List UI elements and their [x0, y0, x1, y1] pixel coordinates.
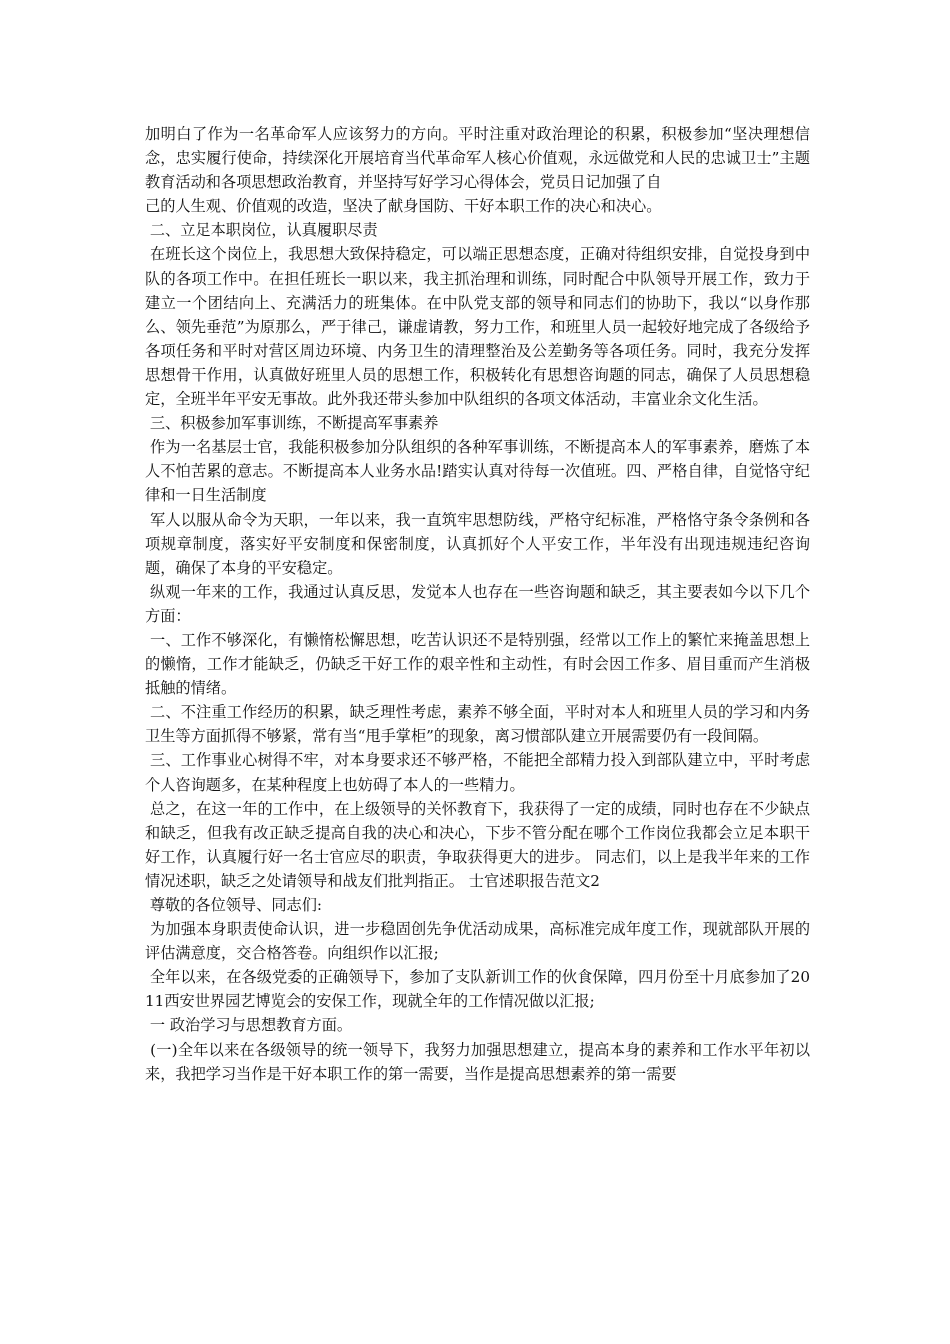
paragraph: 在班长这个岗位上，我思想大致保持稳定，可以端正思想态度，正确对待组织安排，自觉投身到中队的各项工作中。在担任班长一职以来，我主抓治理和训练，同时配合中队领导开展工作，致力于建立一个团结向上、充满活力的班集体。在中队党支部的领导和同志们的协助下，我以“以身作那么、领先垂范”为原那么，严于律己，谦虚请教，努力工作，和班里人员一起较好地完成了各级给予各项任务和平时对营区周边环境、内务卫生的清理整治及公差勤务等各项任务。同时，我充分发挥思想骨干作用，认真做好班里人员的思想工作，积极转化有思想咨询题的同志，确保了人员思想稳定，全班半年平安无事故。此外我还带头参加中队组织的各项文体活动，丰富业余文化生活。 [145, 245, 811, 409]
section-heading: 三、积极参加军事训练，不断提高军事素养 [145, 414, 439, 433]
paragraph: 三、工作事业心树得不牢，对本身要求还不够严格，不能把全部精力投入到部队建立中，平时考虑个人咨询题多，在某种程度上也妨碍了本人的一些精力。 [145, 751, 811, 794]
paragraph: 军人以服从命令为天职，一年以来，我一直筑牢思想防线，严格守纪标准，严格恪守条令条例和各项规章制度，落实好平安制度和保密制度，认真抓好个人平安工作，半年没有出现违规违纪咨询题，确保了本身的平安稳定。 [145, 510, 811, 577]
paragraph: (一)全年以来在各级领导的统一领导下，我努力加强思想建立，提高本身的素养和工作水平年初以来，我把学习当作是干好本职工作的第一需要，当作是提高思想素养的第一需要 [145, 1040, 811, 1083]
salutation: 尊敬的各位领导、同志们: [145, 896, 323, 914]
paragraph: 二、不注重工作经历的积累，缺乏理性考虑，素养不够全面，平时对本人和班里人员的学习和内务卫生等方面抓得不够紧，常有当“甩手掌柜”的现象，离习惯部队建立开展需要仍有一段间隔。 [145, 703, 811, 746]
section-heading: 一 政治学习与思想教育方面。 [145, 1016, 353, 1035]
paragraph: 纵观一年来的工作，我通过认真反思，发觉本人也存在一些咨询题和缺乏，其主要表如今以下几个方面： [145, 582, 811, 625]
paragraph: 己的人生观、价值观的改造，坚决了献身国防、干好本职工作的决心和决心。 [145, 197, 662, 216]
document-body [145, 122, 810, 1086]
paragraph: 为加强本身职责使命认识，进一步稳固创先争优活动成果，高标准完成年度工作，现就部队开展的评估满意度，交合格答卷。向组织作以汇报; [145, 920, 811, 963]
paragraph: 作为一名基层士官，我能积极参加分队组织的各种军事训练，不断提高本人的军事素养，磨炼了本人不怕苦累的意志。不断提高本人业务水品!踏实认真对待每一次值班。四、严格自律，自觉恪守纪律和一日生活制度 [145, 438, 811, 505]
paragraph: 全年以来，在各级党委的正确领导下，参加了支队新训工作的伙食保障，四月份至十月底参加了2011西安世界园艺博览会的安保工作，现就全年的工作情况做以汇报; [145, 968, 811, 1011]
paragraph: 总之，在这一年的工作中，在上级领导的关怀教育下，我获得了一定的成绩，同时也存在不少缺点和缺乏，但我有改正缺乏提高自我的决心和决心，下步不管分配在哪个工作岗位我都会立足本职干好工作，认真履行好一名士官应尽的职责，争取获得更大的进步。 同志们，以上是我半年来的工作情况述职，缺乏之处请领导和战友们批判指正。 士官述职报告范文2 [145, 799, 811, 890]
paragraph: 一、工作不够深化，有懒惰松懈思想，吃苦认识还不是特别强，经常以工作上的繁忙来掩盖思想上的懒惰，工作才能缺乏，仍缺乏干好工作的艰辛性和主动性，有时会因工作多、眉目重而产生消极抵触的情绪。 [145, 630, 811, 698]
section-heading: 二、立足本职岗位，认真履职尽责 [145, 221, 378, 240]
paragraph: 加明白了作为一名革命军人应该努力的方向。平时注重对政治理论的积累，积极参加“坚决理想信念，忠实履行使命，持续深化开展培育当代革命军人核心价值观，永远做党和人民的忠诚卫士”主题教育活动和各项思想政治教育，并坚持写好学习心得体会，党员日记加强了自 [145, 125, 810, 192]
